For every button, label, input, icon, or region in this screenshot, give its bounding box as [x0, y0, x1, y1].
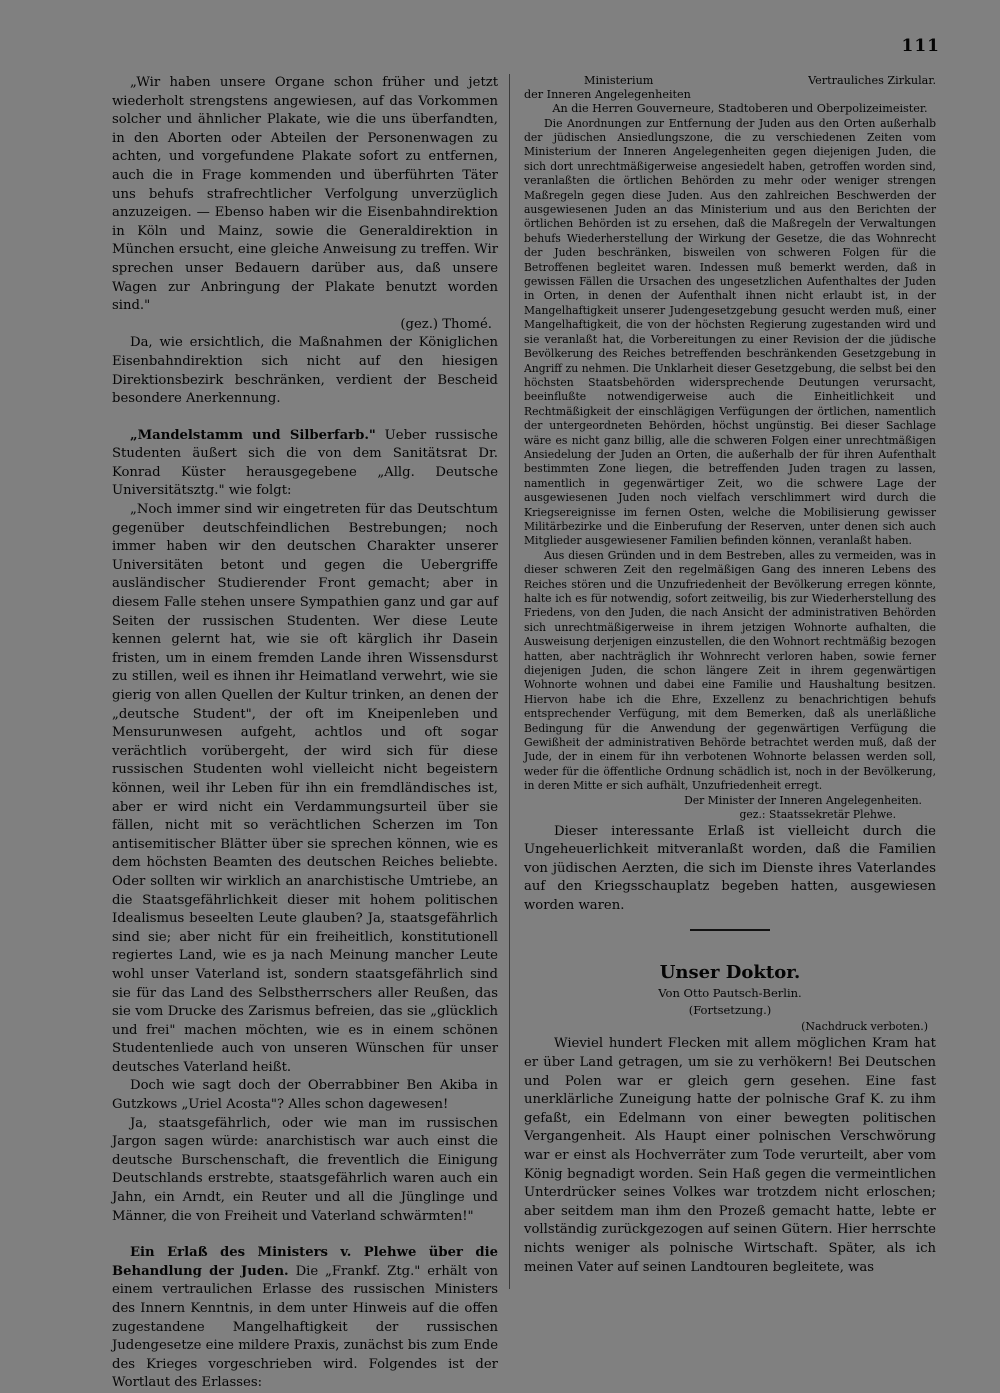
- page-number: 111: [901, 36, 940, 56]
- decree-addressee: An die Herren Gouverneure, Stadtoberen und Oberpolizeimeister.: [552, 102, 928, 116]
- quote-railway-letter: „Wir haben unsere Organe schon früher und jetzt wiederholt strengstens angewiesen, auf das Vorkommen solcher und ähnlicher Plakate, wie die uns überfandten, in den Aborten oder Abteilen der Personenwagen zu achten, und vorgefundene Plakate sofort zu entfernen, auch die in Frage kommenden und überführten Täter uns behufs strafrechtlicher Verfolgung unverzüglich anzuzeigen. — Ebenso haben wir die Eisenbahndirektion in Köln und Mainz, sowie die Generaldirektion in München ersucht, eine gleiche Anweisung zu treffen. Wir sprechen unser Bedauern darüber aus, daß unsere Wagen zur Anbringung der Plakate benutzt worden sind.": [112, 75, 498, 314]
- section-separator-rule: [690, 929, 770, 931]
- spacer: [112, 1226, 498, 1244]
- quote-burschenschaft: Ja, staatsgefährlich, oder wie man im russischen Jargon sagen würde: anarchistisch war auch einst die deutsche Burschenschaft, die freventlich die Einigung Deutschlands erstrebte, staatsgefährlich waren auch ein Jahn, ein Arndt, ein Reuter und all die Jünglinge und Männer, die von Freiheit und Vaterland schwärmten!": [112, 1115, 498, 1224]
- section-intro-students: Ueber russische Studenten äußert sich die von dem Sanitätsrat Dr. Konrad Küster herausgegebene „Allg. Deutsche Universitätsztg." wie folgt:: [112, 427, 498, 499]
- ministry-label-2: der Inneren Angelegenheiten: [524, 88, 691, 102]
- story-author: Von Otto Pautsch-Berlin.: [658, 986, 802, 1001]
- section-heading-mandelstamm: „Mandelstamm und Silberfarb.": [130, 427, 376, 443]
- left-column: [112, 74, 498, 1393]
- quote-students-main: „Noch immer sind wir eingetreten für das Deutschtum gegenüber deutschfeindlichen Bestrebungen; noch immer haben wir den deutschen Charakter unserer Universitäten betont und gegen die Uebergriffe ausländischer Studierender Front gemacht; aber in diesem Falle stehen unsere Sympathien ganz und gar auf Seiten der russischen Studenten. Wer diese Leute kennen gelernt hat, wie sie oft kärglich ihr Dasein fristen, um in einem fremden Lande ihren Wissensdurst zu stillen, weil es ihnen ihr Heimatland verwehrt, wie sie gierig von allen Quellen der Kultur trinken, an denen der „deutsche Student", der oft im Kneipenleben und Mensurunwesen aufgeht, achtlos und oft sogar verächtlich vorübergeht, der wird sich für diese russischen Studenten wohl vielleicht nicht begeistern können, weil ihr Leben für ihn ein fremdländisches ist, aber er wird nicht ein Verdammungsurteil über sie fällen, nicht mit so verächtlichen Scherzen im Ton antisemitischer Blätter über sie sprechen können, wie es dem höchsten Beamten des deutschen Reiches beliebte. Oder sollten wir wirklich an anarchistische Umtriebe, an die Staatsgefährlichkeit dieser mit hohem politischen Idealismus beseelten Leute glauben? Ja, staatsgefährlich sind sie; aber nicht für ein freiheitlich, konstitutionell regiertes Land, wie es ja nach Meinung mancher Leute wohl unser Vaterland ist, sondern staatsgefährlich sind sie für das Land des Selbstherrschers aller Reußen, das sie vom Drucke des Zarismus befreien, das sie „glücklich und frei" machen möchten, wie es in einem schönen Studentenliede auch von unseren Wünschen für unser deutsches Vaterland heißt.: [112, 502, 498, 1075]
- decree-body: [524, 117, 936, 794]
- circular-label: Vertrauliches Zirkular.: [808, 74, 936, 87]
- paragraph-railway-comment: Da, wie ersichtlich, die Maßnahmen der Königlichen Eisenbahndirektion sich nicht auf den hiesigen Direktionsbezirk beschränken, verdient der Bescheid besondere Anerkennung.: [112, 335, 498, 407]
- column-divider: [509, 74, 510, 1289]
- signature-thome: (gez.) Thomé.: [400, 316, 492, 332]
- story-body: [524, 1035, 936, 1277]
- commentary-paragraph: Dieser interessante Erlaß ist vielleicht durch die Ungeheuerlichkeit mitveranlaßt worden, daß die Familien von jüdischen Aerzten, die sich im Dienste ihres Vaterlandes auf den Kriegsschauplatz begeben hatten, ausgewiesen worden waren.: [524, 823, 936, 913]
- spacer: [112, 409, 498, 427]
- section-heading-plehwe: Ein Erlaß des Ministers v. Plehwe über die Behandlung der Juden.: [112, 1245, 498, 1279]
- section-text-plehwe: Die „Frankf. Ztg." erhält von einem vertraulichen Erlasse des russischen Ministers des Innern Kenntnis, in dem unter Hinweis auf die offen zugestandene Mangelhaftigkeit der russischen Judengesetze eine mildere Praxis, zunächst bis zum Ende des Krieges vorgeschrieben wird. Folgendes ist der Wortlaut des Erlasses:: [112, 1263, 498, 1391]
- decree-signature-name: gez.: Staatssekretär Plehwe.: [739, 808, 896, 822]
- decree-paragraph-1: Die Anordnungen zur Entfernung der Juden aus den Orten außerhalb der jüdischen Ansiedlungszone, die zu verschiedenen Zeiten vom Ministerium der Inneren Angelegenheiten gegen diejenigen Juden, die sich dort unrechtmäßigerweise angesiedelt haben, getroffen worden sind, veranlaßten die örtlichen Behörden zu mehr oder weniger strengen Maßregeln gegen diese Juden. Aus den zahlreichen Beschwerden der ausgewiesenen Juden an das Ministerium und aus den Berichten der örtlichen Behörden ist zu ersehen, daß die Maßregeln der Verwaltungen behufs Wiederherstellung der Wirkung der Gesetze, die das Wohnrecht der Juden beschränken, bisweilen von schweren Folgen für die Betroffenen begleitet waren. Indessen muß bemerkt werden, daß in gewissen Fällen die Ursachen des ungesetzlichen Aufenthaltes der Juden in Orten, in denen der Aufenthalt ihnen nicht erlaubt ist, in der Mangelhaftigkeit unserer Judengesetzgebung gesucht werden muß, einer Mangelhaftigkeit, die von der höchsten Regierung zugestanden wird und sie veranlaßt hat, die Vorbereitungen zu einer Revision der die jüdische Bevölkerung des Reiches betreffenden beschränkenden Gesetzgebung in Angriff zu nehmen. Die Unklarheit dieser Gesetzgebung, die selbst bei den höchsten Staatsbehörden widersprechende Deutungen verursacht, beeinflußte notwendigerweise auch die Einheitlichkeit und Rechtmäßigkeit der einschlägigen Verfügungen der örtlichen, namentlich der untergeordneten Behörden, höchst ungünstig. Bei dieser Sachlage wäre es nicht ganz billig, alle die schweren Folgen einer unrechtmäßigen Ansiedelung der Juden an Orten, die außerhalb der für ihren Aufenthalt bestimmten Zone liegen, die betreffenden Juden tragen zu lassen, namentlich in gegenwärtiger Zeit, wo die schwere Lage der ausgewiesenen Juden noch vielfach verschlimmert wird durch die Kriegsereignisse im fernen Osten, welche die Mobilisierung gewisser Militärbezirke und die Einberufung der Reserven, unter denen sich auch Mitglieder ausgewiesener Familien befinden können, veranlaßt haben.: [524, 116, 936, 548]
- decree-header-row: [524, 74, 936, 88]
- story-title: Unser Doktor.: [659, 962, 801, 984]
- story-reprint-note: (Nachdruck verboten.): [801, 1020, 928, 1034]
- quote-ben-akiba: Doch wie sagt doch der Oberrabbiner Ben Akiba in Gutzkows „Uriel Acosta"? Alles schon dagewesen!: [112, 1078, 498, 1113]
- decree-commentary: [524, 823, 936, 916]
- story-paragraph: Wieviel hundert Flecken mit allem möglichen Kram hat er über Land getragen, um sie zu verhökern! Bei Deutschen und Polen war er gleich gern gesehen. Eine fast unerklärliche Zuneigung hatte der polnische Graf K. zu ihm gefaßt, ein Edelmann von einer bewegten politischen Vergangenheit. Als Haupt einer polnischen Verschwörung war er einst als Hochverräter zum Tode verurteilt, aber vom König begnadigt worden. Sein Haß gegen die vermeintlichen Unterdrücker seines Volkes war trotzdem nicht erloschen; aber seitdem man ihm den Prozeß gemacht hatte, lebte er vollständig zurückgezogen auf seinen Gütern. Hier herrschte nichts weniger als polnische Wirtschaft. Später, als ich meinen Vater auf seinen Landtouren begleitete, was: [524, 1036, 936, 1275]
- story-continuation: (Fortsetzung.): [688, 1003, 772, 1018]
- decree-paragraph-2: Aus diesen Gründen und in dem Bestreben, alles zu vermeiden, was in dieser schweren Zeit den regelmäßigen Gang des inneren Lebens des Reiches stören und die Unzufriedenheit der Bevölkerung erregen könnte, halte ich es für notwendig, sofort zeitweilig, bis zur Wiederherstellung des Friedens, von den Juden, die nach Ansicht der administrativen Behörden sich unrechtmäßigerweise in ihrem jetzigen Wohnorte aufhalten, die Ausweisung derjenigen einzustellen, die den Wohnort rechtmäßig bezogen hatten, aber nachträglich ihr Wohnrecht verloren haben, sowie ferner diejenigen Juden, die schon längere Zeit in ihrem gegenwärtigen Wohnorte wohnen und dabei eine Familie und Haushaltung besitzen. Hiervon habe ich die Ehre, Exzellenz zu benachrichtigen behufs entsprechender Verfügung, mit dem Bemerken, daß als unerläßliche Bedingung für die Anwendung der gegenwärtigen Verfügung die Gewißheit der administrativen Behörde betrachtet werden muß, daß der Jude, der in einem für ihn verbotenen Wohnorte belassen werden soll, weder für die öffentliche Ordnung schädlich ist, noch in der Bevölkerung, in deren Mitte er sich aufhält, Unzufriedenheit erregt.: [524, 548, 936, 793]
- decree-signature-title: Der Minister der Inneren Angelegenheiten.: [684, 793, 922, 807]
- right-column: [524, 74, 936, 1277]
- section-plehwe-decree: [112, 1244, 498, 1393]
- section-russian-students: [112, 427, 498, 501]
- ministry-label: Ministerium: [584, 74, 654, 87]
- decree-header: [524, 74, 936, 117]
